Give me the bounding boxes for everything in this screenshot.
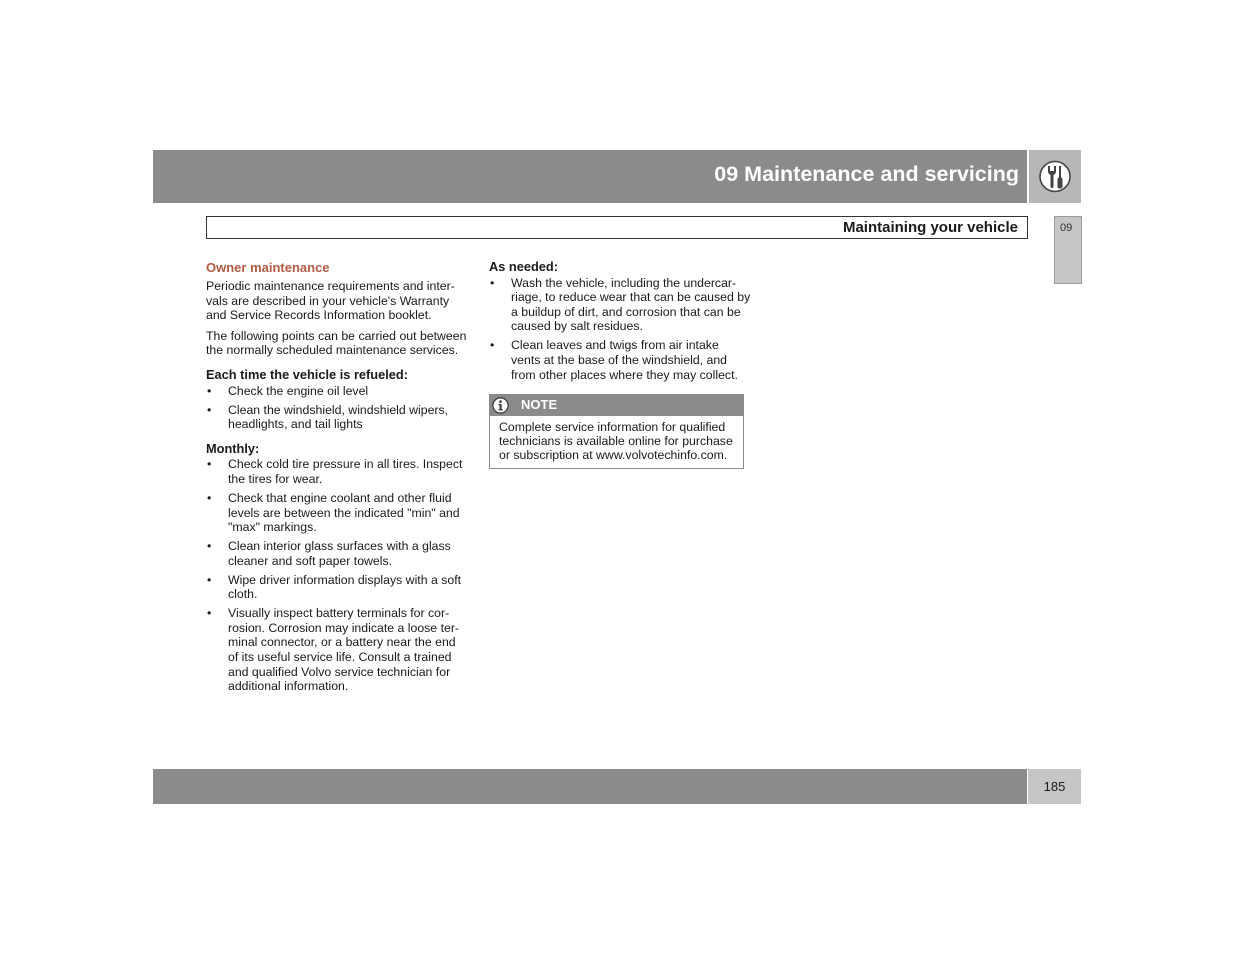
list-item: • Check the engine oil level <box>207 383 369 398</box>
bullet-icon: • <box>207 402 212 417</box>
side-tab-label: 09 <box>1060 222 1073 234</box>
list-item: • Wipe driver information displays with a soft cloth. <box>207 572 462 602</box>
note-text: Complete service information for qualified technicians is available online for purchase or subscription at www.volvotechinfo.com. <box>499 420 733 463</box>
list-item: • Clean interior glass surfaces with a glass cleaner and soft paper towels. <box>207 539 451 568</box>
info-icon <box>492 397 509 414</box>
bullet-icon: • <box>207 457 212 472</box>
page-number-box <box>1028 769 1081 804</box>
bullet-icon: • <box>207 490 212 505</box>
refuel-list <box>206 384 468 432</box>
points-paragraph: The following points can be carried out between the normally scheduled maintenance services. <box>206 328 467 358</box>
left-column <box>206 260 468 698</box>
list-item: • Wash the vehicle, including the undercar-riage, to reduce wear that can be caused by a buildup of dirt, and corrosion that can be caused by salt residues. <box>490 275 751 334</box>
chapter-title: 09 Maintenance and servicing <box>714 162 1019 186</box>
intro-paragraph: Periodic maintenance requirements and inter-vals are described in your vehicle's Warranty and Service Records Information booklet. <box>206 279 455 323</box>
chapter-icon-box <box>1029 150 1081 203</box>
as-needed-heading: As needed: <box>489 259 558 274</box>
right-column <box>489 260 751 469</box>
bullet-icon: • <box>207 572 212 587</box>
note-header <box>490 395 743 416</box>
bullet-icon: • <box>490 275 495 290</box>
list-item: • Check cold tire pressure in all tires. Inspect the tires for wear. <box>207 457 463 486</box>
note-label: NOTE <box>521 397 558 413</box>
chapter-header-bar <box>153 150 1027 203</box>
bullet-icon: • <box>207 606 212 621</box>
wrench-screwdriver-icon <box>1029 150 1081 203</box>
list-item: • Check that engine coolant and other fluid levels are between the indicated "min" and "max" markings. <box>207 490 460 535</box>
list-item: • Clean leaves and twigs from air intake vents at the base of the windshield, and from other places where they may collect. <box>490 338 738 382</box>
refuel-heading: Each time the vehicle is refueled: <box>206 366 408 382</box>
as-needed-list <box>489 276 751 383</box>
list-item: • Clean the windshield, windshield wipers, headlights, and tail lights <box>207 402 449 432</box>
section-title: Maintaining your vehicle <box>842 219 1018 236</box>
monthly-list <box>206 457 468 693</box>
chapter-side-tab[interactable] <box>1054 216 1082 284</box>
bullet-icon: • <box>207 383 212 398</box>
bullet-icon: • <box>490 338 495 353</box>
bullet-icon: • <box>207 539 212 554</box>
note-box <box>489 394 744 469</box>
footer-bar <box>153 769 1027 804</box>
owner-maintenance-heading: Owner maintenance <box>206 260 330 275</box>
list-item: • Visually inspect battery terminals for cor-rosion. Corrosion may indicate a loose ter-minal connector, or a battery near the end of its useful service life. Consult a trained and qualified Volvo service technician for additional information. <box>207 606 460 694</box>
page-number: 185 <box>1043 779 1066 794</box>
section-title-box <box>206 216 1028 239</box>
monthly-heading: Monthly: <box>206 440 260 456</box>
